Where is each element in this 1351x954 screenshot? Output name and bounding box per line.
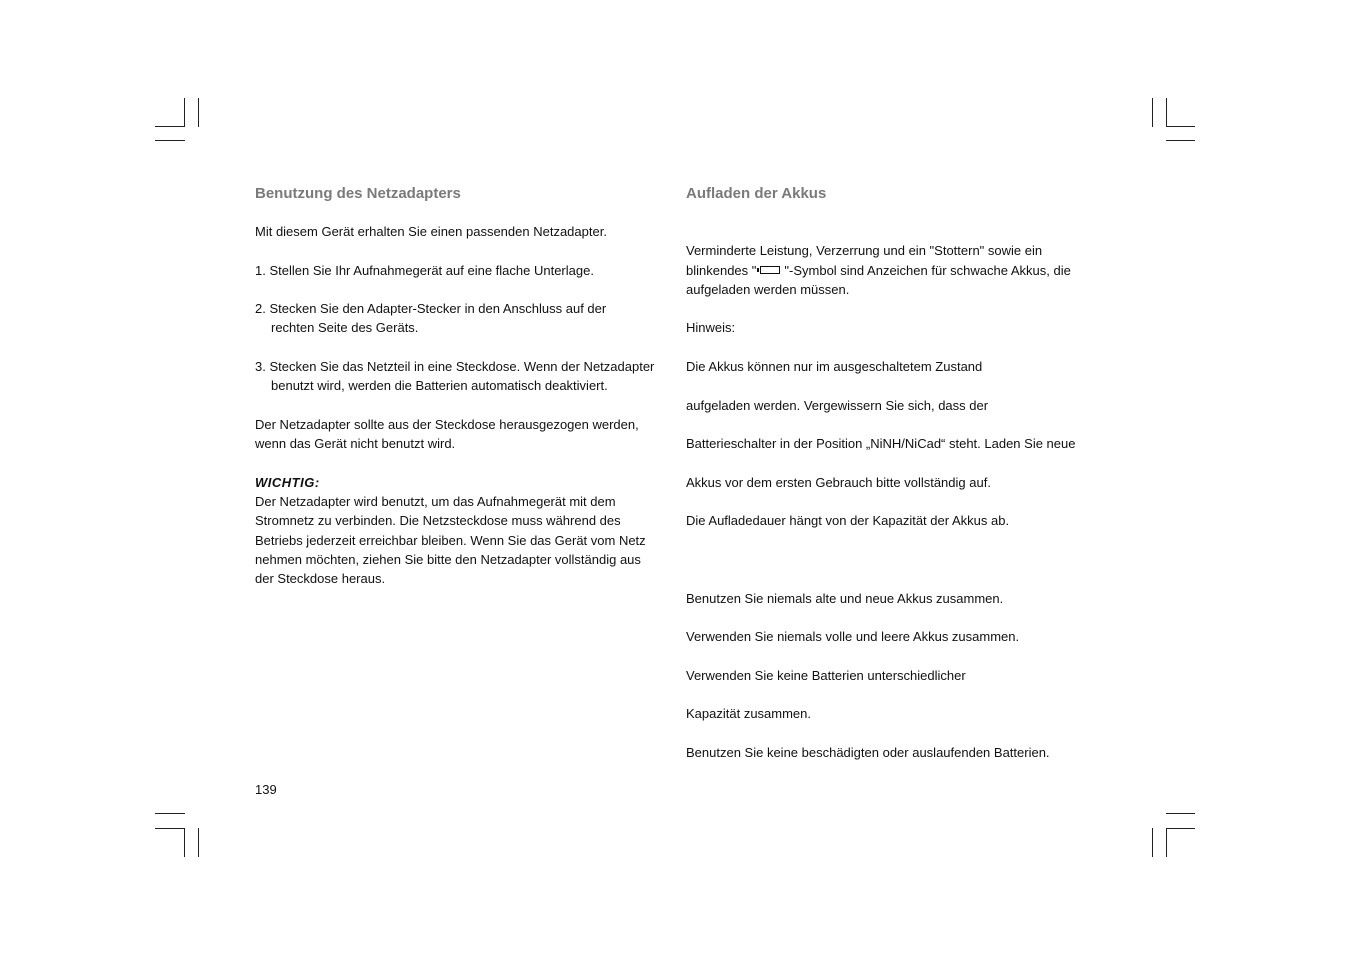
section-heading-akkus: Aufladen der Akkus	[686, 185, 827, 202]
warning-line: Benutzen Sie keine beschädigten oder auslaufenden Batterien.	[686, 745, 1050, 761]
left-column	[255, 184, 665, 589]
important-label: WICHTIG:	[255, 474, 320, 490]
hint-line: Akkus vor dem ersten Gebrauch bitte vollständig auf.	[686, 474, 991, 490]
crop-mark	[1166, 98, 1167, 127]
step-2: 2. Stecken Sie den Adapter-Stecker in den Anschluss auf der rechten Seite des Geräts.	[255, 301, 607, 336]
crop-mark	[1166, 126, 1195, 127]
step-3: 3. Stecken Sie das Netzteil in eine Steckdose. Wenn der Netzadapter benutzt wird, werden die Batterien automatisch deaktiviert.	[255, 359, 655, 394]
battery-icon	[760, 266, 780, 274]
hint-block	[686, 338, 1086, 550]
crop-mark	[198, 828, 199, 857]
hint-label: Hinweis:	[686, 320, 736, 336]
page-number: 139	[255, 782, 277, 797]
warning-line: Kapazität zusammen.	[686, 706, 812, 722]
weak-battery-text-1: Verminderte Leistung, Verzerrung und ein "Stottern" sowie ein blinkendes "	[686, 243, 1043, 278]
warning-line: Verwenden Sie keine Batterien unterschiedlicher	[686, 667, 966, 683]
crop-mark	[1166, 140, 1195, 141]
crop-mark	[1166, 813, 1195, 814]
intro-paragraph: Mit diesem Gerät erhalten Sie einen passenden Netzadapter.	[255, 224, 607, 239]
crop-mark	[184, 98, 185, 127]
right-column	[686, 184, 1086, 782]
section-heading-netzadapter: Benutzung des Netzadapters	[255, 185, 461, 202]
crop-mark	[1166, 828, 1195, 829]
crop-mark	[155, 140, 185, 141]
step-1: 1. Stellen Sie Ihr Aufnahmegerät auf eine flache Unterlage.	[255, 262, 594, 278]
crop-mark	[155, 828, 185, 829]
crop-mark	[155, 126, 185, 127]
crop-mark	[1152, 98, 1153, 127]
important-text: Der Netzadapter wird benutzt, um das Aufnahmegerät mit dem Stromnetz zu verbinden. Die Netzsteckdose muss während des Betriebs jederzeit erreichbar bleiben. Wenn Sie das Gerät vom Netz nehmen möchten, ziehen Sie bitte den Netzadapter vollständig aus der Steckdose heraus.	[255, 494, 646, 587]
crop-mark	[1166, 828, 1167, 857]
hint-line: Die Aufladedauer hängt von der Kapazität der Akkus ab.	[686, 513, 1010, 529]
warning-block	[686, 569, 1086, 781]
crop-mark	[184, 828, 185, 857]
hint-line: Die Akkus können nur im ausgeschaltetem Zustand	[686, 359, 983, 375]
crop-mark	[155, 813, 185, 814]
weak-battery-text-2: "-Symbol sind Anzeichen für schwache Akkus, die aufgeladen werden müssen.	[686, 262, 1071, 297]
hint-line: Batterieschalter in der Position „NiNH/NiCad“ steht. Laden Sie neue	[686, 436, 1076, 452]
hint-line: aufgeladen werden. Vergewissern Sie sich, dass der	[686, 397, 989, 413]
crop-mark	[1152, 828, 1153, 857]
weak-battery-paragraph	[686, 222, 1071, 299]
crop-mark	[198, 98, 199, 127]
warning-line: Benutzen Sie niemals alte und neue Akkus zusammen.	[686, 590, 1004, 606]
unplug-note: Der Netzadapter sollte aus der Steckdose herausgezogen werden, wenn das Gerät nicht benutzt wird.	[255, 416, 639, 452]
warning-line: Verwenden Sie niemals volle und leere Akkus zusammen.	[686, 629, 1020, 645]
